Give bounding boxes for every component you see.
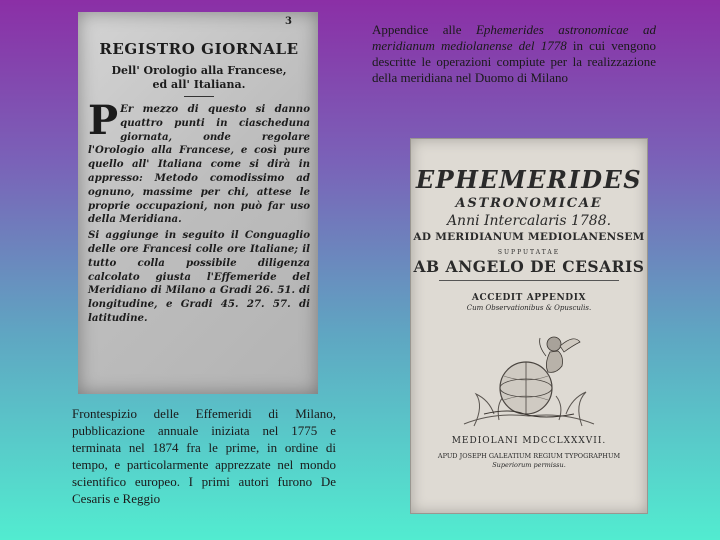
paragraph-1: Er mezzo di questo si danno quattro punti in ciascheduna giornata, onde regolare l'Orologio alla Francese, e così pure quello all' Italiana come si dirà in appresso: Metodo comodissimo ad ognuno, massime per chi, attese le proprie occupazioni, non può far uso della Meridiana. xyxy=(88,103,310,226)
title-meridianum: AD MERIDIANUM MEDIOLANENSEM xyxy=(413,231,645,243)
caption-top-italic: Ephemerides astronomicae ad meridianum mediolanense del 1778 xyxy=(372,22,656,53)
page-body xyxy=(88,97,310,326)
imprint-place-date: MEDIOLANI MDCCLXXXVII. xyxy=(451,436,607,446)
title-year: Anni Intercalaris 1788. xyxy=(446,213,612,229)
cherub-globe-vignette-icon xyxy=(454,316,604,434)
drop-cap: P xyxy=(88,97,119,144)
registro-giornale-page-image xyxy=(78,12,318,394)
subtitle-line-2: ed all' Italiana. xyxy=(152,78,246,91)
divider xyxy=(439,280,619,281)
page-title: REGISTRO GIORNALE xyxy=(99,40,299,58)
title-author: AB ANGELO DE CESARIS xyxy=(413,257,645,276)
caption-top-prefix: Appendice alle xyxy=(372,22,476,37)
title-supputatae: SUPPUTATAE xyxy=(497,249,561,256)
title-ephemerides: EPHEMERIDES xyxy=(415,165,643,194)
caption-top-suffix: in cui vengono descritte le operazioni compiute per la realizzazione della meridiana nel Duomo di Milano xyxy=(372,38,656,85)
imprint-printer: APUD JOSEPH GALEATIUM REGIUM TYPOGRAPHUM xyxy=(437,452,621,460)
ephemerides-title-page-image xyxy=(410,138,648,514)
subtitle-line-1: Dell' Orologio alla Francese, xyxy=(111,64,287,77)
caption-appendice xyxy=(372,22,656,86)
caption-frontespizio: Frontespizio delle Effemeridi di Milano, pubblicazione annuale iniziata nel 1775 e terminata nel 1874 fra le prime, in ordine di tempo, e particolarmente apprezzate nel mondo scientifico europeo. I primi autori furono De Cesaris e Reggio xyxy=(72,406,336,506)
title-astronomicae: ASTRONOMICAE xyxy=(455,196,603,211)
divider xyxy=(184,96,214,97)
page-subtitle xyxy=(88,64,310,92)
paragraph-2: Si aggiunge in seguito il Conguaglio delle ore Francesi colle ore Italiane; il tutto colla possibile diligenza calcolato giusta l'Effemeride del Meridiano di Milano a Gradi 26. 51. di longitudine, e Gradi 45. 27. 57. di latitudine. xyxy=(88,229,310,324)
imprint-permission: Superiorum permissu. xyxy=(492,461,566,469)
page-number: 3 xyxy=(285,16,292,27)
title-observationibus: Cum Observationibus & Opusculis. xyxy=(466,304,592,312)
title-appendix: ACCEDIT APPENDIX xyxy=(471,293,587,303)
